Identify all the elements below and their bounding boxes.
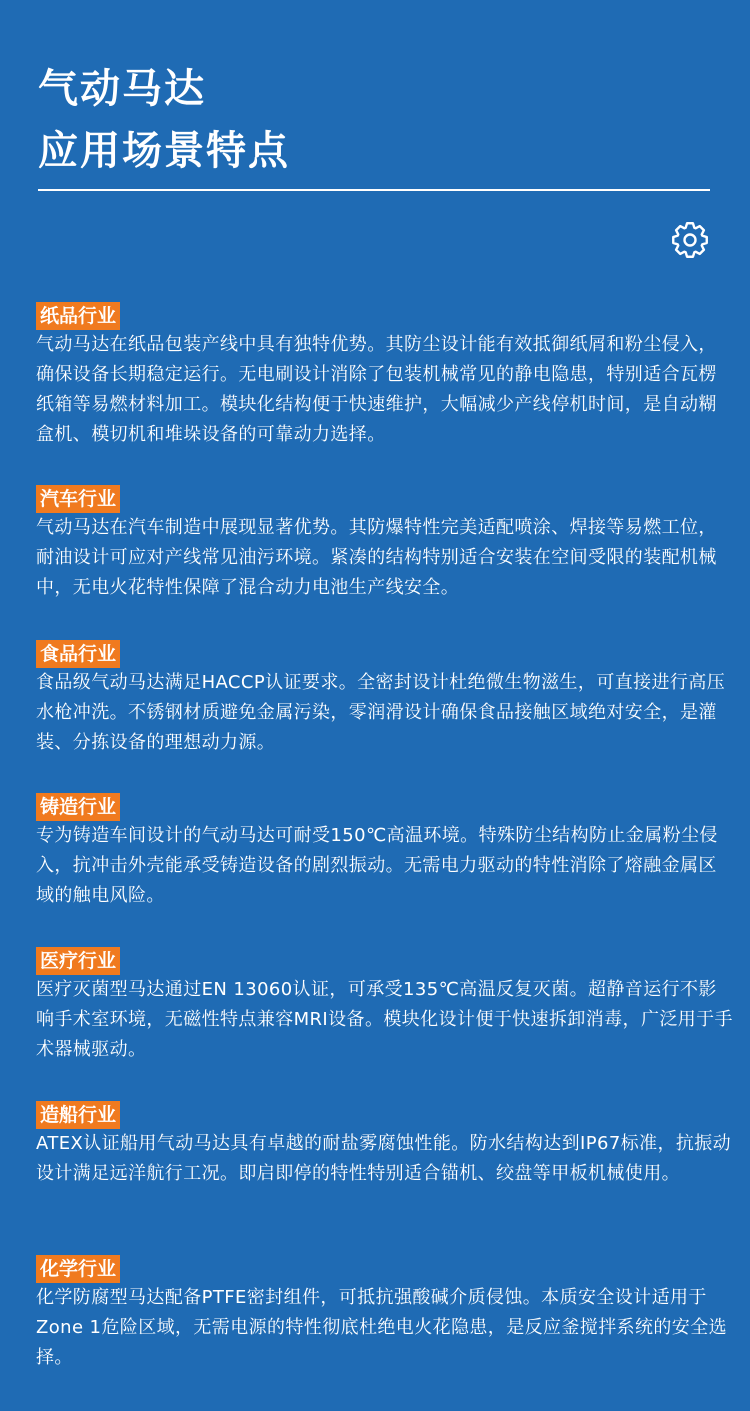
section-text: 专为铸造车间设计的气动马达可耐受150℃高温环境。特殊防尘结构防止金属粉尘侵入，抗冲击外壳能承受铸造设备的剧烈振动。无需电力驱动的特性消除了熔融金属区域的触电风险。 — [36, 825, 718, 906]
section-label: 化学行业 — [36, 1255, 120, 1283]
section-text: 化学防腐型马达配备PTFE密封组件，可抵抗强酸碱介质侵蚀。本质安全设计适用于Zone 1危险区域，无需电源的特性彻底杜绝电火花隐患，是反应釜搅拌系统的安全选择。 — [36, 1287, 727, 1368]
section-text: 食品级气动马达满足HACCP认证要求。全密封设计杜绝微生物滋生，可直接进行高压水枪冲洗。不锈钢材质避免金属污染，零润滑设计确保食品接触区域绝对安全，是灌装、分拣设备的理想动力源。 — [36, 672, 726, 753]
section-automotive — [36, 485, 734, 603]
section-label: 食品行业 — [36, 640, 120, 668]
section-text: 气动马达在汽车制造中展现显著优势。其防爆特性完美适配喷涂、焊接等易燃工位，耐油设计可应对产线常见油污环境。紧凑的结构特别适合安装在空间受限的装配机械中，无电火花特性保障了混合动力电池生产线安全。 — [36, 517, 717, 598]
section-food — [36, 640, 734, 758]
section-label: 铸造行业 — [36, 793, 120, 821]
section-label: 造船行业 — [36, 1101, 120, 1129]
section-medical — [36, 947, 734, 1065]
page-title — [38, 58, 290, 182]
section-foundry — [36, 793, 734, 911]
title-line-1: 气动马达 — [38, 66, 206, 112]
gear-icon — [671, 221, 709, 259]
section-text: ATEX认证船用气动马达具有卓越的耐盐雾腐蚀性能。防水结构达到IP67标准，抗振动设计满足远洋航行工况。即启即停的特性特别适合锚机、绞盘等甲板机械使用。 — [36, 1133, 732, 1184]
section-label: 汽车行业 — [36, 485, 120, 513]
section-text: 医疗灭菌型马达通过EN 13060认证，可承受135℃高温反复灭菌。超静音运行不影响手术室环境，无磁性特点兼容MRI设备。模块化设计便于快速拆卸消毒，广泛用于手术器械驱动。 — [36, 979, 733, 1060]
title-line-2: 应用场景特点 — [38, 128, 290, 174]
section-shipbuilding — [36, 1101, 734, 1189]
section-paper — [36, 302, 734, 450]
section-label: 纸品行业 — [36, 302, 120, 330]
section-chemical — [36, 1255, 734, 1373]
section-label: 医疗行业 — [36, 947, 120, 975]
section-text: 气动马达在纸品包装产线中具有独特优势。其防尘设计能有效抵御纸屑和粉尘侵入，确保设备长期稳定运行。无电刷设计消除了包装机械常见的静电隐患，特别适合瓦楞纸箱等易燃材料加工。模块化结构便于快速维护，大幅减少产线停机时间，是自动糊盒机、模切机和堆垛设备的可靠动力选择。 — [36, 334, 717, 445]
title-divider — [38, 189, 710, 191]
